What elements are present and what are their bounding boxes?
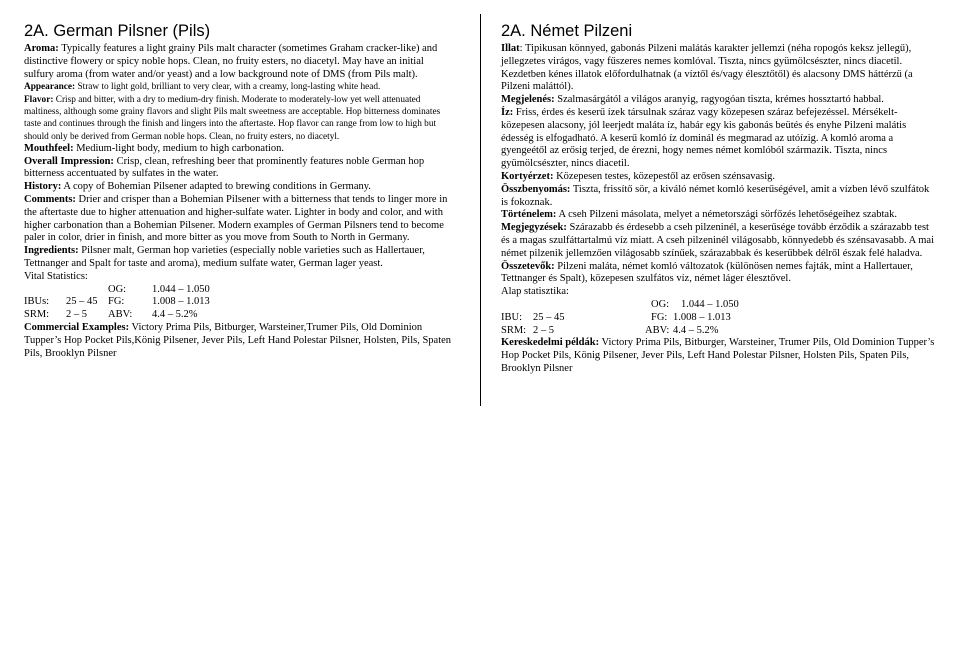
og-label-hu: OG: (651, 298, 670, 310)
megjelenes-text: Szalmasárgától a világos aranyig, ragyogóan tiszta, krémes hossztartó habbal. (554, 94, 884, 106)
flavor-text: Crisp and bitter, with a dry to medium-dry finish. Moderate to moderately-low yet well attenuated maltiness, although some grainy flavors and slight Pils malt sweetness are acceptable. Hop bitterness dominates taste and continues through the finish and lingers into the aftertaste. Hop flavor can range from low to high but should only be derived from German noble hops. Clean, no fruity esters, no diacetyl. (24, 94, 441, 142)
osszenyomas-text: Tiszta, frissítő sör, a kiváló német komló keserűségével, amit a vízben lévő szulfátok is fokoznak. (501, 183, 930, 208)
srm-value-hu: 2 – 5 (533, 324, 554, 336)
history-section (24, 181, 452, 194)
comments-text: Drier and crisper than a Bohemian Pilsener with a bitterness that tends to linger more in the aftertaste due to higher attenuation and higher-sulfate water. Lighter in body and color, and with higher carbonation than a Bohemian Pilsener. Modern examples of German Pilsners tend to become paler in color, drier in finish, and more bitter as you move from South to North in Germany. (24, 194, 448, 244)
examples-section (24, 322, 452, 360)
srm-label-hu: SRM: (501, 324, 527, 336)
abv-value-hu: 4.4 – 5.2% (673, 324, 719, 336)
osszenyomas-label: Összbenyomás: (501, 183, 571, 195)
comments-section (24, 194, 452, 245)
flavor-section (24, 94, 452, 143)
ibu-label: IBUs: (24, 296, 50, 308)
fg-value: 1.008 – 1.013 (152, 296, 210, 308)
style-title: 2A. German Pilsner (Pils) (24, 22, 211, 40)
impression-label: Overall Impression: (24, 155, 114, 167)
osszenyomas-section (501, 184, 935, 210)
ingredients-text: Pilsner malt, German hop varieties (especially noble varieties such as Hallertauer, Tettnanger and Spalt for taste and aroma), medium sulfate water, German lager yeast. (24, 245, 425, 270)
kortyerzet-text: Közepesen testes, közepestől az erősen szénsavasig. (553, 170, 776, 182)
stats-row-og (24, 284, 452, 297)
hungarian-column (501, 22, 935, 376)
fg-label: FG: (108, 296, 125, 308)
aroma-label: Aroma: (24, 43, 59, 54)
osszetevok-label: Összetevők: (501, 260, 555, 272)
stats-row-srm-hu (501, 325, 935, 338)
ibu-value-hu: 25 – 45 (533, 311, 565, 323)
osszetevok-section (501, 261, 935, 287)
megjelenes-section (501, 94, 935, 107)
stats-row-ibu-hu (501, 312, 935, 325)
style-title-hu: 2A. Német Pilzeni (501, 22, 633, 40)
tortenelem-text: A cseh Pilzeni másolata, melyet a németországi sörfőzés lehetőségeihez szabtak. (556, 209, 897, 221)
iz-label: Íz: (501, 106, 514, 118)
og-value-hu: 1.044 – 1.050 (681, 298, 739, 310)
column-divider (480, 14, 481, 406)
ibu-label-hu: IBU: (501, 311, 522, 323)
iz-section (501, 107, 935, 171)
abv-label-hu: ABV: (645, 324, 670, 336)
megjelenes-label: Megjelenés: (501, 94, 555, 106)
flavor-label: Flavor: (24, 94, 54, 105)
fg-value-hu: 1.008 – 1.013 (673, 311, 731, 323)
ingredients-section (24, 245, 452, 271)
kortyerzet-label: Kortyérzet: (501, 170, 554, 182)
vital-stats-label: Vital Statistics: (24, 270, 88, 282)
history-text: A copy of Bohemian Pilsener adapted to brewing conditions in Germany. (61, 181, 371, 193)
srm-label: SRM: (24, 309, 50, 321)
stats-row-srm (24, 309, 452, 322)
abv-label: ABV: (108, 309, 133, 321)
aroma-text: Typically features a light grainy Pils malt character (sometimes Graham cracker-like) and distinctive flowery or spicy noble hops. Clean, no fruity esters, no diacetyl. May have an initial sulfury aroma (from water and/or yeast) and a low background note of DMS (from Pils malt). (24, 43, 438, 80)
megjegyzesek-label: Megjegyzések: (501, 222, 567, 234)
abv-value: 4.4 – 5.2% (152, 309, 198, 321)
og-value: 1.044 – 1.050 (152, 283, 210, 295)
kortyerzet-section (501, 171, 935, 184)
aroma-section (24, 43, 452, 81)
examples-text: Victory Prima Pils, Bitburger, Warsteiner,Trumer Pils, Old Dominion Tupper’s Hop Pocket Pils,König Pilsener, Jever Pils, Left Hand Polestar Pilsner, Holsten, Pils, Spaten Pils, Brooklyn Pilsner (24, 322, 452, 359)
og-label: OG: (108, 283, 127, 295)
fg-label-hu: FG: (651, 311, 668, 323)
vital-stats-table (24, 284, 452, 322)
megjegyzesek-section (501, 222, 935, 260)
ibu-value: 25 – 45 (66, 296, 98, 308)
stats-row-og-hu (501, 299, 935, 312)
megjegyzesek-text: Szárazabb és érdesebb a cseh pilzeninél, a keserűsége tovább érződik a szárazabb test és a magas szulfáttartalmú víz miatt. A cseh pilzeninél világosabb, könnyedebb és szénsavasabb. A mai német pilzenik jellemzően világosabb színűek, szárazabbak és keserűbbek délről észak felé haladva. (501, 222, 935, 259)
impression-text: Crisp, clean, refreshing beer that prominently features noble German hop bitterness accentuated by sulfates in the water. (24, 155, 425, 180)
illat-section (501, 43, 935, 94)
iz-text: Friss, érdes és keserű ízek társulnak száraz vagy közepesen száraz befejezéssel. Mérsékelt-közepesen alacsony, jól leerjedt maláta íz, habár egy kis gabonás beütés és enyhe Pilzeni malátis édesség is elfogadható. A keserű komló íz dominál és megmarad az utóízig. A komló aroma a gyengeétől az erősig terjed, de érezni, hogy nemes német komlóból származik. Tiszta, nincs gyümölcsészter, nincs diacetil. (501, 106, 907, 170)
alap-stats-table (501, 299, 935, 337)
ingredients-label: Ingredients: (24, 245, 79, 257)
osszetevok-text: Pilzeni maláta, német komló változatok (különösen nemes fajták, mint a Hallertauer, Tettnanger és Spalt), közepesen szulfátos víz, német láger élesztővel. (501, 260, 913, 285)
english-column (24, 22, 452, 360)
examples-label-hu: Kereskedelmi példák: (501, 337, 600, 349)
illat-text: : Tipikusan könnyed, gabonás Pilzeni malátás karakter jellemzi (néha ropogós keksz jellegű), jellegzetes virágos, vagy fűszeres nemes komlóval. Tiszta, nincs gyümölcsészter, nincs diacetil. Kezdetben kénes illatok előfordulhatnak (a víztől és/vagy élesztőtől) és alacsony DMS háttérzü (a Pilzeni maláttól). (501, 43, 913, 93)
examples-section-hu (501, 337, 935, 375)
srm-value: 2 – 5 (66, 309, 87, 321)
tortenelem-section (501, 209, 935, 222)
comments-label: Comments: (24, 194, 76, 206)
mouthfeel-text: Medium-light body, medium to high carbonation. (73, 142, 285, 154)
appearance-text: Straw to light gold, brilliant to very clear, with a creamy, long-lasting white head. (75, 82, 381, 93)
tortenelem-label: Történelem: (501, 209, 557, 221)
mouthfeel-section (24, 143, 452, 156)
mouthfeel-label: Mouthfeel: (24, 142, 74, 154)
examples-text-hu: Victory Prima Pils, Bitburger, Warsteiner, Trumer Pils, Old Dominion Tupper’s Hop Pocket Pils, König Pilsener, Jever Pils, Left Hand Polestar Pilsner, Holsten Pils, Spaten Pils, Brooklyn Pilsner (501, 337, 935, 374)
history-label: History: (24, 181, 62, 193)
impression-section (24, 156, 452, 182)
illat-label: Illat (501, 43, 520, 54)
appearance-section (24, 81, 452, 93)
appearance-label: Appearance: (24, 82, 76, 93)
alap-stats-label: Alap statisztika: (501, 286, 569, 298)
stats-row-ibu (24, 296, 452, 309)
examples-label: Commercial Examples: (24, 322, 130, 334)
